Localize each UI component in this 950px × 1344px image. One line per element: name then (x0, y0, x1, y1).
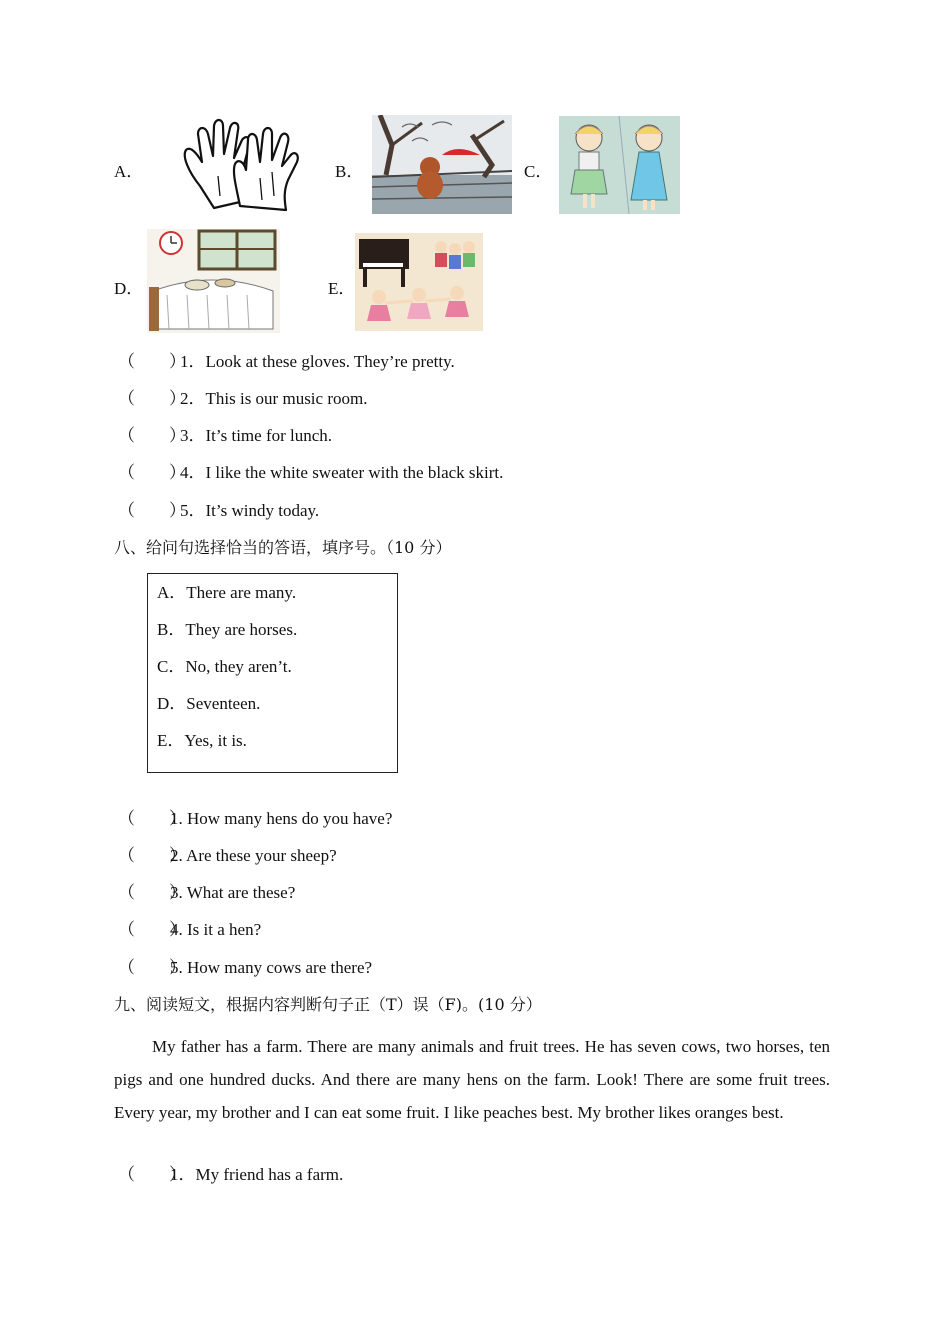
answer-option-c: C．No, they aren’t. (157, 657, 292, 676)
answer-option-e: E．Yes, it is. (157, 731, 247, 750)
question-item-2 (118, 846, 337, 866)
question-text: 1. How many hens do you have? (170, 809, 393, 828)
answer-blank[interactable]: （ ） (118, 809, 186, 828)
picture-label-c: C． (524, 162, 553, 181)
question-text: 4. Is it a hen? (170, 920, 262, 939)
answer-option-a: A．There are many. (157, 583, 297, 602)
section-8-heading: 八、给问句选择恰当的答语，填序号。（10 分） (114, 538, 452, 557)
question-item-5 (118, 958, 372, 978)
lunch-table-image (147, 229, 280, 333)
gloves-image (180, 116, 303, 213)
picture-label-e: E． (328, 279, 356, 298)
answer-blank[interactable]: （ ） (118, 1165, 186, 1184)
answer-blank[interactable]: （ ） (118, 920, 186, 939)
question-item-1 (118, 809, 392, 829)
sentence-text: 5．It’s windy today. (180, 501, 320, 520)
answer-blank[interactable]: （ ） (118, 883, 186, 902)
question-text: 2. Are these your sheep? (170, 846, 337, 865)
answer-blank[interactable]: （ ） (118, 426, 186, 445)
sentence-text: 1．Look at these gloves. They’re pretty. (180, 352, 455, 371)
answer-option-d: D．Seventeen. (157, 694, 261, 713)
sentence-text: 4．I like the white sweater with the black skirt. (180, 463, 504, 482)
picture-label-b: B． (335, 162, 364, 181)
reading-passage: My father has a farm. There are many animals and fruit trees. He has seven cows, two horses, ten pigs and one hundred ducks. And there are many hens on the farm. Look! There are some fruit trees. Every year, my brother and I can eat some fruit. I like peaches best. My brother likes oranges best. (114, 1037, 830, 1122)
true-false-item-1 (118, 1165, 343, 1185)
question-item-4 (118, 920, 261, 940)
picture-label-a: A． (114, 162, 144, 181)
answer-blank[interactable]: （ ） (118, 501, 186, 520)
sentence-text: 2．This is our music room. (180, 389, 368, 408)
answer-blank[interactable]: （ ） (118, 463, 186, 482)
answer-blank[interactable]: （ ） (118, 352, 186, 371)
statement-text: 1．My friend has a farm. (170, 1165, 344, 1184)
question-item-3 (118, 883, 295, 903)
matching-item-5 (118, 501, 319, 521)
question-text: 3. What are these? (170, 883, 296, 902)
matching-item-2 (118, 389, 367, 409)
answer-blank[interactable]: （ ） (118, 846, 186, 865)
girls-clothes-image (559, 116, 680, 214)
question-text: 5. How many cows are there? (170, 958, 373, 977)
matching-item-4 (118, 463, 503, 483)
sentence-text: 3．It’s time for lunch. (180, 426, 333, 445)
matching-item-3 (118, 426, 332, 446)
music-room-image (355, 233, 483, 331)
matching-item-1 (118, 352, 455, 372)
windy-day-image (372, 115, 512, 214)
section-9-heading: 九、阅读短文，根据内容判断句子正（T）误（F)。(10 分） (114, 995, 542, 1014)
answer-option-b: B．They are horses. (157, 620, 298, 639)
picture-label-d: D． (114, 279, 144, 298)
answer-blank[interactable]: （ ） (118, 389, 186, 408)
answer-blank[interactable]: （ ） (118, 958, 186, 977)
